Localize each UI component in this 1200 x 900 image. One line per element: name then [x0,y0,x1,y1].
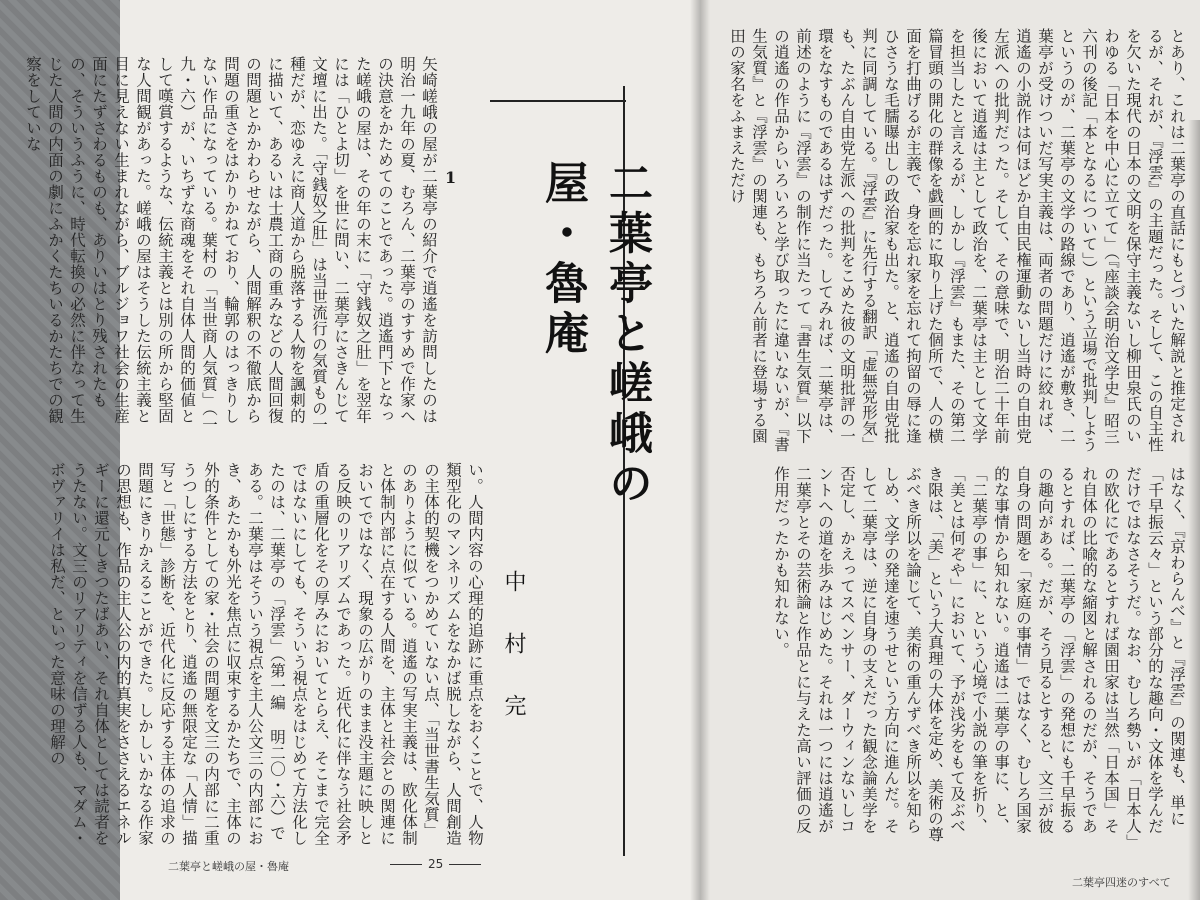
left-page-lower-text: い。人間内容の心理的追跡に重点をおくことで、人物類型化のマンネリズムをなかば脱しながら、人間創造の主体的契機をつかめていない点、「当世書生気質」のありように似ている。逍遙の写実主義は、欧化体制と体制内部に点在する人間を、主体と社会との関連においてではなく、現象の広がりのまま没主題に映しとる反映のリアリズムであった。近代化に伴なう社会矛盾の重層化をその厚みにおいてとらえ、そこまで完全ではないにしても、そういう視点をはじめて方法化したのは、二葉亭の「浮雲」（第一編 明二〇・六）である。二葉亭はそういう視点を主人公文三の内部におき、あたかも外光を焦点に収束するかたちで、主体の外的条件としての家・社会の問題を文三の内部に二重うつしにする方法をとり、逍遙の無限定な「人情」描写と「世態」診断を、近代化に反応する主体の追求の問題にきりかえることができた。しかしいかなる作家の思想も、作品の主人公の内的真実をささえるエネルギーに還元しきつたばあい、それ自体としては読者をうたない。文三のリアリティを信ずる人も、マダム・ボヴァリイは私だ、といった意味の理解の [48,462,484,846]
running-footer-book-title: 二葉亭四迷のすべて [1072,876,1171,889]
page-edge-shadow [1188,120,1200,900]
right-page-lower-text: はなく、『京わらんべ』と『浮雲』の関連も、単に「千早振云々」という部分的な趣向・文体を学んだだけではなさそうだ。なお、むしろ勢いが「日本人」の欧化にであるとすれば園田家は当然「日本国」それ自体の比喩的な縮図と解されるのだが、そうであるとすれば、二葉亭の「浮雲」の発想にも千早振るの趣向がある。だが、そう見るとすると、文三が彼自身の問題を「家庭の事情」ではなく、むしろ国家的な事情から知れない。逍遙は二葉亭の事に、と、「二葉亭の事」に、という心境で小説の筆を折り、「美とは何ぞや」において、予が浅劣をもて及ぶべき限は、「美」という大真理の大体を定め、美術の尊ぶべき所以を論じて、美術の重んずべき所以を知らしめ、文学の発達を速うせという方向に進んだ。そして二葉亭は、逆に自身の支えだった観念論美学を否定し、かえってスペンサー、ダーウィンないしコントへの道を歩みはじめた。それは一つには逍遙が二葉亭とその芸術論と作品とに与えた高い評価の反作用だったかも知れない。 [772,466,1186,843]
article-author: 中村完 [501,570,526,756]
article-title: 二葉亭と嵯峨の屋・魯庵 [537,160,652,510]
right-page-upper-text: とあり、これは二葉亭の直話にもとづいた解説と推定されるが、それが、『浮雲』の主題だった。そして、この自主性を欠いた現代の日本の文明を保守主義ないし柳田泉氏のいわゆる「日本を中心に立てて」（『座談会明治文学史』昭三六刊の後記「本となるについて」）という立場で批判しようというのが、二葉亭の文学の路線であり、逍遙が敷き、二葉亭が受けついだ写実主義は、両者の問題だけに絞れば、逍遙の小説作は何ほどか自由民権運動ないし当時の自由党左派への批判だった。そして、その意味で、明治二十年前後において逍遙は主として政治を、二葉亭は主として文学を担当したと言えるが、しかし『浮雲』もまた、その第二篇冒頭の開化の群像を戯画的に取り上げた個所で、人の横面を打曲げるが主義で、身を忘れ家を忘れて拘留の辱に逢ひさうな毛臑曝出しの政治家も出た。と、逍遙の自由党批判に同調している。『浮雲』に先行する翻訳「虚無党形気」も、たぶん自由党左派への批判をこめた彼の文明批評の一環をなすものであるはずだった。してみれば、二葉亭は、前述のように『浮雲』の制作に当たって『書生気質』以下の逍遙の作品からいろいろと学び取ったに違いないが、『書生気質』と『浮雲』の関連も、もちろん前者に登場する園田の家名をふまえただけ [728,28,1186,453]
title-rule-top [490,100,626,102]
running-footer-title: 二葉亭と嵯峨の屋・魯庵 [168,860,289,873]
page-number: 25 [384,857,487,871]
left-page-upper-text: 矢崎嵯峨の屋が二葉亭の紹介で逍遙を訪問したのは明治一九年の夏、むろん、二葉亭のすすめで作家への決意をかためてのことであった。逍遙門下となった嵯峨の屋は、その年の末に「守銭奴之肚」を翌年には「ひとよ切」を世に問い、二葉亭にさきんじて文壇に出た。「守銭奴之肚」は当世流行の気質もの一種だが、恋ゆえに商人道から脱落する人物を諷刺的に描いて、あるいは士農工商の重みなどの人間回復の問題とかかわらせながら、人間解釈の不徹底から問題の重さをはかりかねており、輪郭のはっきりしない作品になっている。葉村の「当世商人気質」（一九・六）が、いちずな商魂をそれ自体人間的価値として嘆賞するような、伝統主義とは別の所から堅固な人間観があった。嵯峨の屋はそうした伝統主義と目に見えない生まれながら、ブルジョワ社会の生産面にたずさわるものも、ありいはとり残されたもの、そういうふうに、時代転換の必然に伴なって生じた人間の内面の劇にふかくたちいるかたちでの観察をしていな [24,56,438,433]
book-gutter [690,0,710,900]
section-number: 1 [445,168,457,187]
